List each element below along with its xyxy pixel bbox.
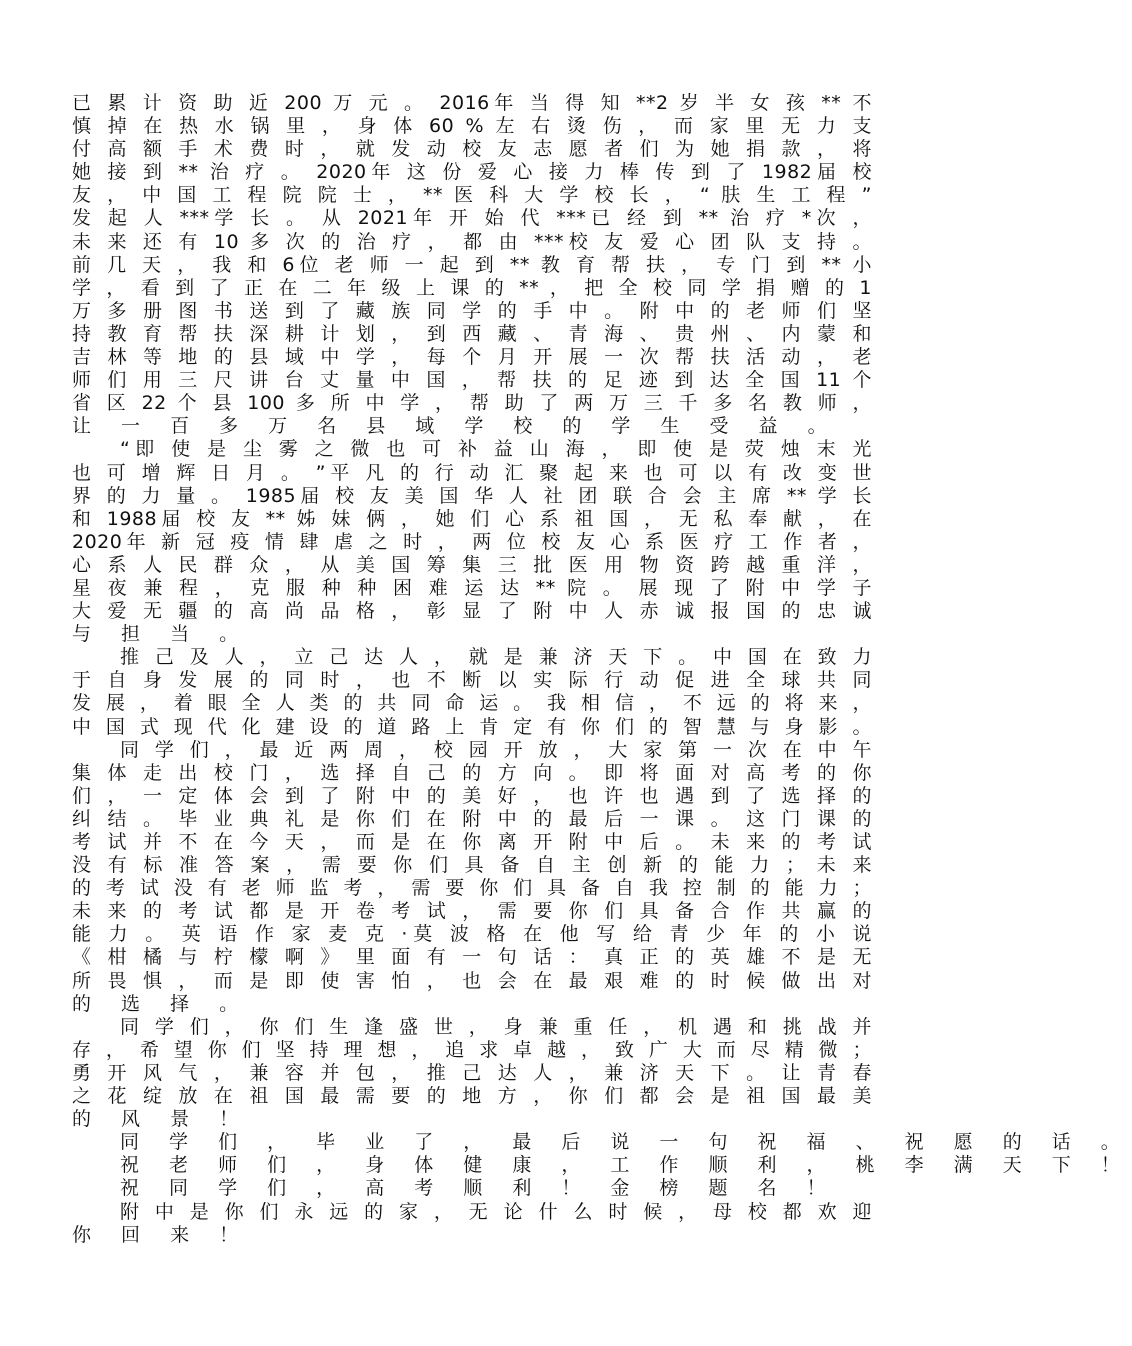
text-line: 发 起 人 ***学 长 。 从 2021年 开 始 代 ***已 经 到 ** 治 疗 *次 ，	[72, 207, 872, 230]
text-line: 附 中 是 你 们 永 远 的 家 ， 无 论 什 么 时 候 ， 母 校 都 欢 迎	[120, 1200, 872, 1223]
text-line: 吉 林 等 地 的 县 域 中 学 ， 每 个 月 开 展 一 次 帮 扶 活 动 ， 老	[72, 346, 872, 369]
text-line: 同 学 们 ， 你 们 生 逢 盛 世 ， 身 兼 重 任 ， 机 遇 和 挑 战 并	[120, 1015, 872, 1038]
text-line: 集 体 走 出 校 门 ， 选 择 自 己 的 方 向 。 即 将 面 对 高 考 的 你	[72, 761, 872, 784]
text-line: 的 选 择 。	[72, 992, 251, 1015]
text-line: 祝 同 学 们 ， 高 考 顺 利 ！ 金 榜 题 名 ！	[120, 1177, 838, 1200]
paragraph-6	[72, 1131, 1132, 1154]
text-line: 师 们 用 三 尺 讲 台 丈 量 中 国 ， 帮 扶 的 足 迹 到 达 全 国 11 个	[72, 369, 872, 392]
text-line: 大 爱 无 疆 的 高 尚 品 格 ， 彰 显 了 附 中 人 赤 诚 报 国 的 忠 诚	[72, 600, 872, 623]
text-line: 们 ， 一 定 体 会 到 了 附 中 的 美 好 ， 也 许 也 遇 到 了 选 择 的	[72, 784, 872, 807]
text-line: 能 力 。 英 语 作 家 麦 克 ·莫 波 格 在 他 写 给 青 少 年 的 小 说	[72, 923, 872, 946]
paragraph-5	[72, 1016, 872, 1131]
text-line: 前 几 天 ， 我 和 6位 老 师 一 起 到 ** 教 育 帮 扶 ， 专 门 到 ** 小	[72, 253, 872, 276]
text-line: 中 国 式 现 代 化 建 设 的 道 路 上 肯 定 有 你 们 的 智 慧 与 身 影 。	[72, 715, 872, 738]
text-line: 界 的 力 量 。 1985届 校 友 美 国 华 人 社 团 联 合 会 主 席 ** 学 长	[72, 484, 872, 507]
text-line: 纠 结 。 毕 业 典 礼 是 你 们 在 附 中 的 最 后 一 课 。 这 门 课 的	[72, 807, 872, 830]
text-line: 慎 掉 在 热 水 锅 里 ， 身 体 60 % 左 右 烫 伤 ， 而 家 里 无 力 支	[72, 115, 872, 138]
text-line: 所 畏 惧 ， 而 是 即 使 害 怕 ， 也 会 在 最 艰 难 的 时 候 做 出 对	[72, 969, 872, 992]
text-line: 省 区 22 个 县 100 多 所 中 学 ， 帮 助 了 两 万 三 千 多 名 教 师 ，	[72, 392, 872, 415]
text-line: 学 ， 看 到 了 正 在 二 年 级 上 课 的 ** ， 把 全 校 同 学 捐 赠 的 1	[72, 276, 872, 299]
document-page	[72, 92, 1132, 1247]
text-line: 友 ， 中 国 工 程 院 院 士 ， ** 医 科 大 学 校 长 ， “ 肤 生 工 程 ”	[72, 184, 872, 207]
paragraph-8	[72, 1177, 872, 1200]
text-line: 祝 老 师 们 ， 身 体 健 康 ， 工 作 顺 利 ， 桃 李 满 天 下 ！	[120, 1154, 1132, 1177]
text-line: 推 己 及 人 ， 立 己 达 人 ， 就 是 兼 济 天 下 。 中 国 在 致 力	[120, 646, 872, 669]
text-line: 的 考 试 没 有 老 师 监 考 ， 需 要 你 们 具 备 自 我 控 制 的 能 力 ；	[72, 877, 872, 900]
text-line: 让 一 百 多 万 名 县 域 学 校 的 学 生 受 益 。	[72, 415, 839, 438]
paragraph-1	[72, 92, 872, 438]
text-line: 《 柑 橘 与 柠 檬 啊 》 里 面 有 一 句 话 ： 真 正 的 英 雄 不 是 无	[72, 946, 872, 969]
text-line: 同 学 们 ， 毕 业 了 ， 最 后 说 一 句 祝 福 、 祝 愿 的 话 。	[120, 1131, 1132, 1154]
text-line: 存 ， 希 望 你 们 坚 持 理 想 ， 追 求 卓 越 ， 致 广 大 而 尽 精 微 ；	[72, 1038, 872, 1061]
text-line: 与 担 当 。	[72, 623, 251, 646]
text-line: 未 来 还 有 10 多 次 的 治 疗 ， 都 由 ***校 友 爱 心 团 队 支 持 。	[72, 230, 872, 253]
text-line: 已 累 计 资 助 近 200 万 元 。 2016年 当 得 知 **2 岁 半 女 孩 ** 不	[72, 92, 872, 114]
paragraph-3	[72, 646, 872, 738]
paragraph-7	[72, 1154, 1132, 1177]
text-line: 2020年 新 冠 疫 情 肆 虐 之 时 ， 两 位 校 友 心 系 医 疗 工 作 者 ，	[72, 530, 872, 553]
text-line: 她 接 到 ** 治 疗 。 2020年 这 份 爱 心 接 力 棒 传 到 了 1982届 校	[72, 161, 872, 184]
text-line: 心 系 人 民 群 众 ， 从 美 国 筹 集 三 批 医 用 物 资 跨 越 重 洋 ，	[72, 553, 872, 576]
text-line: 之 花 绽 放 在 祖 国 最 需 要 的 地 方 ， 你 们 都 会 是 祖 国 最 美	[72, 1085, 872, 1108]
text-line: 和 1988届 校 友 ** 姊 妹 俩 ， 她 们 心 系 祖 国 ， 无 私 奉 献 ， 在	[72, 507, 872, 530]
text-line: 持 教 育 帮 扶 深 耕 计 划 ， 到 西 藏 、 青 海 、 贵 州 、 内 蒙 和	[72, 322, 872, 345]
paragraph-4	[72, 739, 872, 1016]
text-line: 付 高 额 手 术 费 时 ， 就 发 动 校 友 志 愿 者 们 为 她 捐 款 ， 将	[72, 138, 872, 161]
text-line: 你 回 来 ！	[72, 1223, 251, 1246]
text-line: 发 展 ， 着 眼 全 人 类 的 共 同 命 运 。 我 相 信 ， 不 远 的 将 来 ，	[72, 692, 872, 715]
text-line: 勇 开 风 气 ， 兼 容 并 包 ， 推 己 达 人 ， 兼 济 天 下 。 让 青 春	[72, 1061, 872, 1084]
text-line: 同 学 们 ， 最 近 两 周 ， 校 园 开 放 ， 大 家 第 一 次 在 中 午	[120, 738, 872, 761]
text-line: 星 夜 兼 程 ， 克 服 种 种 困 难 运 达 ** 院 。 展 现 了 附 中 学 子	[72, 576, 872, 599]
text-line: 未 来 的 考 试 都 是 开 卷 考 试 ， 需 要 你 们 具 备 合 作 共 赢 的	[72, 900, 872, 923]
text-line: 也 可 增 辉 日 月 。 ”平 凡 的 行 动 汇 聚 起 来 也 可 以 有 改 变 世	[72, 461, 872, 484]
text-line: “即 使 是 尘 雾 之 微 也 可 补 益 山 海 ， 即 使 是 荧 烛 末 光	[120, 438, 872, 461]
text-line: 于 自 身 发 展 的 同 时 ， 也 不 断 以 实 际 行 动 促 进 全 球 共 同	[72, 669, 872, 692]
paragraph-9	[72, 1201, 872, 1247]
text-line: 万 多 册 图 书 送 到 了 藏 族 同 学 的 手 中 。 附 中 的 老 师 们 坚	[72, 299, 872, 322]
text-line: 没 有 标 准 答 案 ， 需 要 你 们 具 备 自 主 创 新 的 能 力 ； 未 来	[72, 854, 872, 877]
text-line: 考 试 并 不 在 今 天 ， 而 是 在 你 离 开 附 中 后 。 未 来 的 考 试	[72, 831, 872, 853]
paragraph-2	[72, 438, 872, 646]
text-line: 的 风 景 ！	[72, 1108, 251, 1131]
